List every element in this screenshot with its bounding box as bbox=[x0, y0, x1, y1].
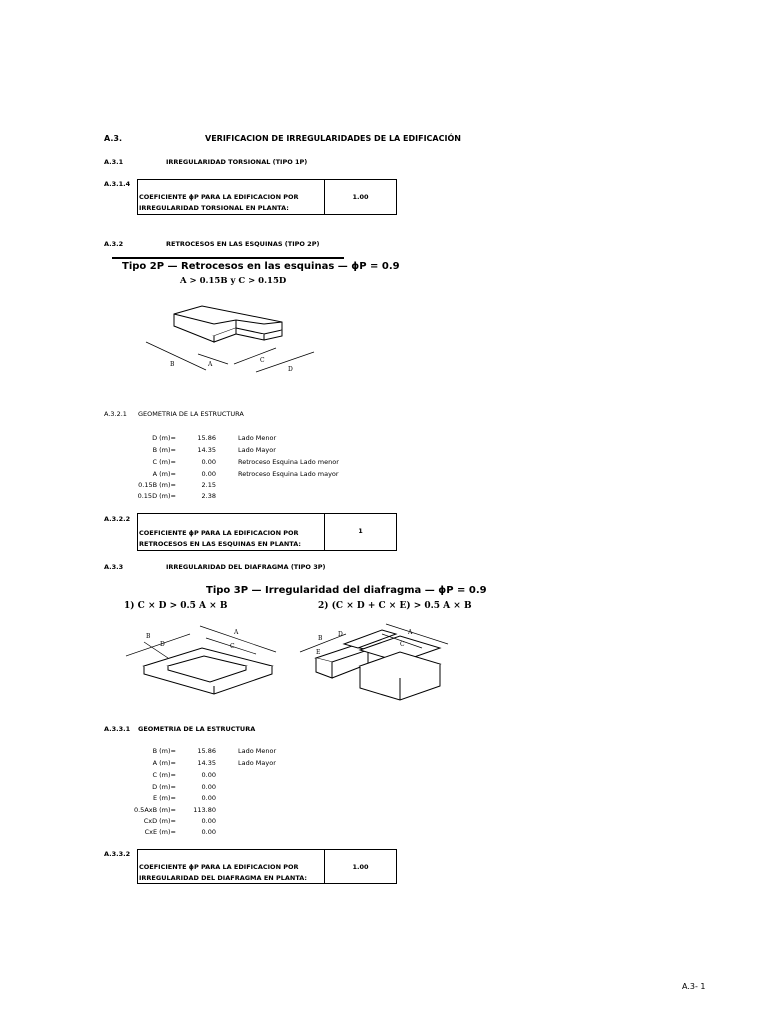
geo-key: 0.15B (m)= bbox=[138, 481, 176, 489]
geo-value: 0.00 bbox=[201, 783, 216, 791]
geo-key: E (m)= bbox=[152, 794, 176, 802]
geo-note: Lado Mayor bbox=[238, 446, 276, 454]
coefficient-box bbox=[137, 179, 397, 215]
geo-value: 2.38 bbox=[201, 492, 216, 500]
geo-value: 15.86 bbox=[197, 747, 216, 755]
diaphragm-figure-2 bbox=[296, 618, 456, 710]
coefficient-value: 1 bbox=[358, 527, 363, 535]
geo-value: 0.00 bbox=[201, 470, 216, 478]
retroceso-figure bbox=[136, 292, 336, 384]
coefficient-value: 1.00 bbox=[352, 863, 369, 871]
geometry-title: GEOMETRIA DE LA ESTRUCTURA bbox=[138, 725, 256, 733]
dim-label-d: D bbox=[288, 366, 293, 373]
figure-rule bbox=[112, 257, 344, 259]
item-number: A.3.2.2 bbox=[104, 515, 131, 523]
subsection-title: IRREGULARIDAD TORSIONAL (TIPO 1P) bbox=[166, 158, 308, 166]
section-number: A.3. bbox=[104, 134, 122, 143]
subsection-number: A.3.3 bbox=[104, 563, 124, 571]
geo-value: 2.15 bbox=[201, 481, 216, 489]
figure-condition-2: 2) (C × D + C × E) > 0.5 A × B bbox=[318, 601, 472, 611]
item-number: A.3.1.4 bbox=[104, 180, 131, 188]
figure-title: Tipo 3P — Irregularidad del diafragma — ϕP = 0.9 bbox=[206, 585, 487, 596]
figure-condition-1: 1) C × D > 0.5 A × B bbox=[124, 601, 228, 611]
subsection-title: IRREGULARIDAD DEL DIAFRAGMA (TIPO 3P) bbox=[166, 563, 326, 571]
geo-key: C (m)= bbox=[152, 458, 176, 466]
geo-key: D (m)= bbox=[152, 434, 176, 442]
geo-key: CxD (m)= bbox=[143, 817, 176, 825]
geometry-title: GEOMETRIA DE LA ESTRUCTURA bbox=[138, 410, 244, 418]
dim-label-b: B bbox=[318, 635, 323, 642]
geo-value: 14.35 bbox=[197, 446, 216, 454]
geo-note: Lado Menor bbox=[238, 434, 277, 442]
dim-label-a: A bbox=[408, 629, 413, 636]
item-number: A.3.2.1 bbox=[104, 410, 127, 418]
dim-label-d: D bbox=[160, 641, 165, 648]
geo-key: A (m)= bbox=[152, 470, 176, 478]
dim-label-d: D bbox=[338, 631, 343, 638]
geo-key: 0.15D (m)= bbox=[137, 492, 176, 500]
geo-key: B (m)= bbox=[152, 446, 176, 454]
dim-label-a: A bbox=[208, 361, 213, 368]
geo-value: 113.80 bbox=[193, 806, 216, 814]
geo-key: CxE (m)= bbox=[144, 828, 176, 836]
geo-value: 0.00 bbox=[201, 794, 216, 802]
subsection-number: A.3.2 bbox=[104, 240, 124, 248]
page-number: A.3- 1 bbox=[682, 982, 706, 991]
dim-label-c: C bbox=[400, 641, 405, 648]
geo-key: 0.5AxB (m)= bbox=[133, 806, 176, 814]
figure-title: Tipo 2P — Retrocesos en las esquinas — ϕP = 0.9 bbox=[122, 261, 400, 272]
coefficient-label: COEFICIENTE ϕP PARA LA EDIFICACION POR IRREGULARIDAD TORSIONAL EN PLANTA: bbox=[138, 180, 325, 214]
dim-label-b: B bbox=[146, 633, 151, 640]
dim-label-b: B bbox=[170, 361, 175, 368]
dim-label-a: A bbox=[234, 629, 239, 636]
diaphragm-figure-1 bbox=[120, 618, 280, 710]
coefficient-value: 1.00 bbox=[352, 193, 369, 201]
coefficient-box bbox=[137, 513, 397, 551]
dim-label-c: C bbox=[230, 643, 235, 650]
dim-label-c: C bbox=[260, 357, 265, 364]
geo-value: 14.35 bbox=[197, 759, 216, 767]
geo-key: D (m)= bbox=[152, 783, 176, 791]
geo-key: A (m)= bbox=[152, 759, 176, 767]
coefficient-label: COEFICIENTE ϕP PARA LA EDIFICACION POR IRREGULARIDAD DEL DIAFRAGMA EN PLANTA: bbox=[138, 850, 325, 883]
geo-note: Retroceso Esquina Lado menor bbox=[238, 458, 339, 466]
item-number: A.3.3.1 bbox=[104, 725, 131, 733]
item-number: A.3.3.2 bbox=[104, 850, 131, 858]
figure-condition: A > 0.15B y C > 0.15D bbox=[180, 276, 287, 286]
subsection-title: RETROCESOS EN LAS ESQUINAS (TIPO 2P) bbox=[166, 240, 320, 248]
geo-value: 0.00 bbox=[201, 828, 216, 836]
coefficient-label: COEFICIENTE ϕP PARA LA EDIFICACION POR RETROCESOS EN LAS ESQUINAS EN PLANTA: bbox=[138, 514, 325, 550]
geo-value: 0.00 bbox=[201, 458, 216, 466]
coefficient-box bbox=[137, 849, 397, 884]
section-title: VERIFICACION DE IRREGULARIDADES DE LA EDIFICACIÓN bbox=[205, 134, 461, 143]
geo-value: 15.86 bbox=[197, 434, 216, 442]
geo-note: Lado Menor bbox=[238, 747, 277, 755]
geo-key: B (m)= bbox=[152, 747, 176, 755]
dim-label-e: E bbox=[316, 649, 321, 656]
geo-value: 0.00 bbox=[201, 817, 216, 825]
subsection-number: A.3.1 bbox=[104, 158, 124, 166]
geo-note: Lado Mayor bbox=[238, 759, 276, 767]
geo-key: C (m)= bbox=[152, 771, 176, 779]
geo-note: Retroceso Esquina Lado mayor bbox=[238, 470, 339, 478]
geo-value: 0.00 bbox=[201, 771, 216, 779]
